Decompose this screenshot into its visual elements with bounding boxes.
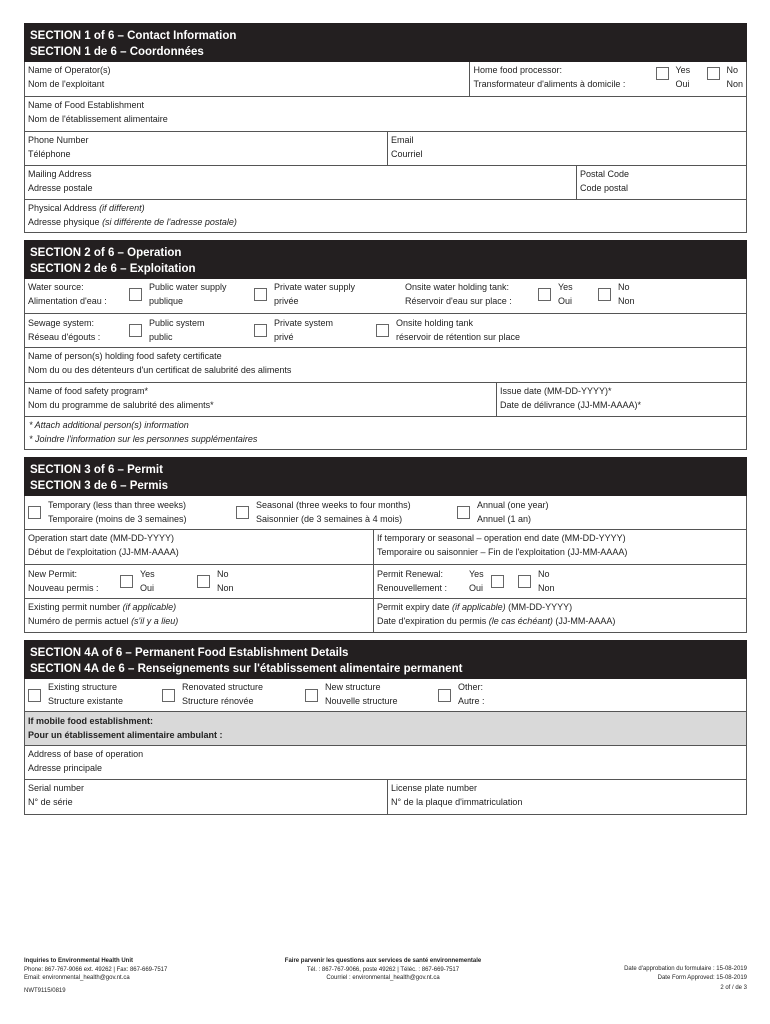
public-water-checkbox[interactable] xyxy=(129,288,142,301)
mobile-establishment-heading: If mobile food establishment: Pour un établissement alimentaire ambulant : xyxy=(28,716,223,740)
other-structure-checkbox[interactable] xyxy=(438,689,451,702)
section-3-title-en: SECTION 3 of 6 – Permit xyxy=(30,464,163,476)
private-system-option: Private system privé xyxy=(254,317,376,345)
private-water-option: Private water supply privée xyxy=(254,281,405,309)
new-structure-option: New structure Nouvelle structure xyxy=(305,681,438,709)
sewage-row xyxy=(24,314,747,348)
structure-row xyxy=(24,679,747,712)
renewal-yes-option: Yes Oui xyxy=(469,568,518,596)
issue-date-field[interactable]: Issue date (MM-DD-YYYY)* Date de délivrance (JJ-MM-AAAA)* xyxy=(496,383,746,416)
temporary-option: Temporary (less than three weeks) Temporaire (moins de 3 semaines) xyxy=(28,499,236,527)
sewage-label: Sewage system: Réseau d'égouts : xyxy=(28,317,101,342)
new-permit-no-checkbox[interactable] xyxy=(197,575,210,588)
section-3-title-fr: SECTION 3 de 6 – Permis xyxy=(30,480,169,492)
home-food-yes-checkbox[interactable] xyxy=(656,67,669,80)
section-2-header xyxy=(24,240,747,279)
operation-dates-row xyxy=(24,530,747,565)
email-field[interactable]: Email Courriel xyxy=(387,132,746,165)
permit-type-row xyxy=(24,496,747,530)
tank-no-option: No Non xyxy=(598,281,635,309)
serial-plate-row xyxy=(24,780,747,815)
tank-yes-option: Yes Oui xyxy=(538,281,598,309)
section-4a-header xyxy=(24,640,747,679)
holding-tank-label: Onsite water holding tank: Réservoir d'eau sur place : xyxy=(405,282,512,306)
operator-row xyxy=(24,62,747,97)
food-safety-program-field[interactable]: Name of food safety program* Nom du programme de salubrité des aliments* xyxy=(28,386,214,410)
section-1-title-en: SECTION 1 of 6 – Contact Information xyxy=(30,30,237,42)
home-food-no-checkbox[interactable] xyxy=(707,67,720,80)
tank-no-checkbox[interactable] xyxy=(598,288,611,301)
form-number: NWT9115/0819 xyxy=(24,987,66,994)
annual-option: Annual (one year) Annuel (1 an) xyxy=(457,499,549,527)
new-renewal-row xyxy=(24,565,747,599)
program-row xyxy=(24,383,747,417)
public-water-option: Public water supply publique xyxy=(129,281,254,309)
attach-note-row xyxy=(24,417,747,450)
renovated-structure-checkbox[interactable] xyxy=(162,689,175,702)
new-permit-yes-checkbox[interactable] xyxy=(120,575,133,588)
physical-address-field[interactable]: Physical Address (if different) Adresse physique (si différente de l'adresse postale) xyxy=(28,203,237,227)
mailing-row xyxy=(24,166,747,200)
postal-code-field[interactable]: Postal Code Code postal xyxy=(576,166,746,199)
mobile-establishment-row xyxy=(24,712,747,746)
renewal-label: Permit Renewal: Renouvellement : xyxy=(377,568,448,593)
mailing-address-field[interactable]: Mailing Address Adresse postale xyxy=(28,169,93,193)
section-4a-title-fr: SECTION 4A de 6 – Renseignements sur l'établissement alimentaire permanent xyxy=(30,663,463,675)
section-1-header xyxy=(24,23,747,62)
renovated-structure-option: Renovated structure Structure rénovée xyxy=(162,681,305,709)
section-2-title-fr: SECTION 2 de 6 – Exploitation xyxy=(30,263,196,275)
home-food-processor: Home food processor: Transformateur d'aliments à domicile : Yes Oui No Non xyxy=(469,62,746,96)
end-date-field[interactable]: If temporary or seasonal – operation end date (MM-DD-YYYY) Temporaire ou saisonnier – Fin de l'exploitation (JJ-MM-AAAA) xyxy=(373,530,746,564)
section-1-title-fr: SECTION 1 de 6 – Coordonnées xyxy=(30,46,204,58)
water-source-label: Water source: Alimentation d'eau : xyxy=(28,282,107,306)
footer-center: Faire parvenir les questions aux services de santé environnementale Tél. : 867-767-9066, poste 49262 | Téléc. : 867-669-7517 Courriel : environmental_health@gov.nt.ca xyxy=(284,958,482,981)
tank-yes-checkbox[interactable] xyxy=(538,288,551,301)
expiry-date-field[interactable]: Permit expiry date (if applicable) (MM-DD-YYYY) Date d'expiration du permis (le cas échéant) (JJ-MM-AAAA) xyxy=(373,599,746,632)
footer-left: Inquiries to Environmental Health Unit Phone: 867-767-9066 ext. 49262 | Fax: 867-669-7517 Email: environmental_health@gov.nt.ca NWT9115/0819 xyxy=(24,958,168,994)
phone-field[interactable]: Phone Number Téléphone xyxy=(28,135,89,159)
seasonal-option: Seasonal (three weeks to four months) Saisonnier (de 3 semaines à 4 mois) xyxy=(236,499,457,527)
new-permit-yes-option: Yes Oui xyxy=(120,568,197,596)
start-date-field[interactable]: Operation start date (MM-DD-YYYY) Début de l'exploitation (JJ-MM-AAAA) xyxy=(28,533,179,557)
public-system-option: Public system public xyxy=(129,317,254,345)
renewal-no-option: No Non xyxy=(518,568,555,596)
renewal-no-checkbox[interactable] xyxy=(518,575,531,588)
private-system-checkbox[interactable] xyxy=(254,324,267,337)
operator-field[interactable]: Name of Operator(s) Nom de l'exploitant xyxy=(28,65,111,89)
new-permit-label: New Permit: Nouveau permis : xyxy=(28,568,99,593)
onsite-tank-option: Onsite holding tank réservoir de rétention sur place xyxy=(376,317,520,345)
phone-email-row xyxy=(24,132,747,166)
section-2-title-en: SECTION 2 of 6 – Operation xyxy=(30,247,182,259)
new-permit-no-option: No Non xyxy=(197,568,234,596)
public-system-checkbox[interactable] xyxy=(129,324,142,337)
establishment-row xyxy=(24,97,747,132)
private-water-checkbox[interactable] xyxy=(254,288,267,301)
seasonal-checkbox[interactable] xyxy=(236,506,249,519)
temporary-checkbox[interactable] xyxy=(28,506,41,519)
license-plate-field[interactable]: License plate number N° de la plaque d'immatriculation xyxy=(387,780,746,814)
section-3-header xyxy=(24,457,747,496)
certificate-row xyxy=(24,348,747,383)
page-number: 2 of / de 3 xyxy=(720,985,747,991)
certificate-holder-field[interactable]: Name of person(s) holding food safety certificate Nom du ou des détenteurs d'un certificat de salubrité des aliments xyxy=(28,351,292,375)
section-4a-title-en: SECTION 4A of 6 – Permanent Food Establishment Details xyxy=(30,647,349,659)
base-address-row xyxy=(24,746,747,780)
physical-row xyxy=(24,200,747,233)
annual-checkbox[interactable] xyxy=(457,506,470,519)
serial-number-field[interactable]: Serial number N° de série xyxy=(28,783,85,807)
onsite-tank-checkbox[interactable] xyxy=(376,324,389,337)
form-page xyxy=(24,23,747,815)
establishment-name-field[interactable]: Name of Food Establishment Nom de l'établissement alimentaire xyxy=(28,100,168,124)
renewal-yes-checkbox[interactable] xyxy=(491,575,504,588)
water-row xyxy=(24,279,747,314)
footer-right: Date d'approbation du formulaire : 15-08-2019 Date Form Approved: 15-08-2019 2 of / de 3 xyxy=(624,966,747,991)
existing-structure-checkbox[interactable] xyxy=(28,689,41,702)
permit-number-row xyxy=(24,599,747,633)
new-structure-checkbox[interactable] xyxy=(305,689,318,702)
attach-note: * Attach additional person(s) information * Joindre l'information sur les personnes supplémentaires xyxy=(29,420,258,444)
other-structure-option: Other: Autre : xyxy=(438,681,485,709)
existing-structure-option: Existing structure Structure existante xyxy=(28,681,162,709)
existing-permit-field[interactable]: Existing permit number (if applicable) Numéro de permis actuel (s'il y a lieu) xyxy=(28,602,179,626)
base-address-field[interactable]: Address of base of operation Adresse principale xyxy=(28,749,144,773)
